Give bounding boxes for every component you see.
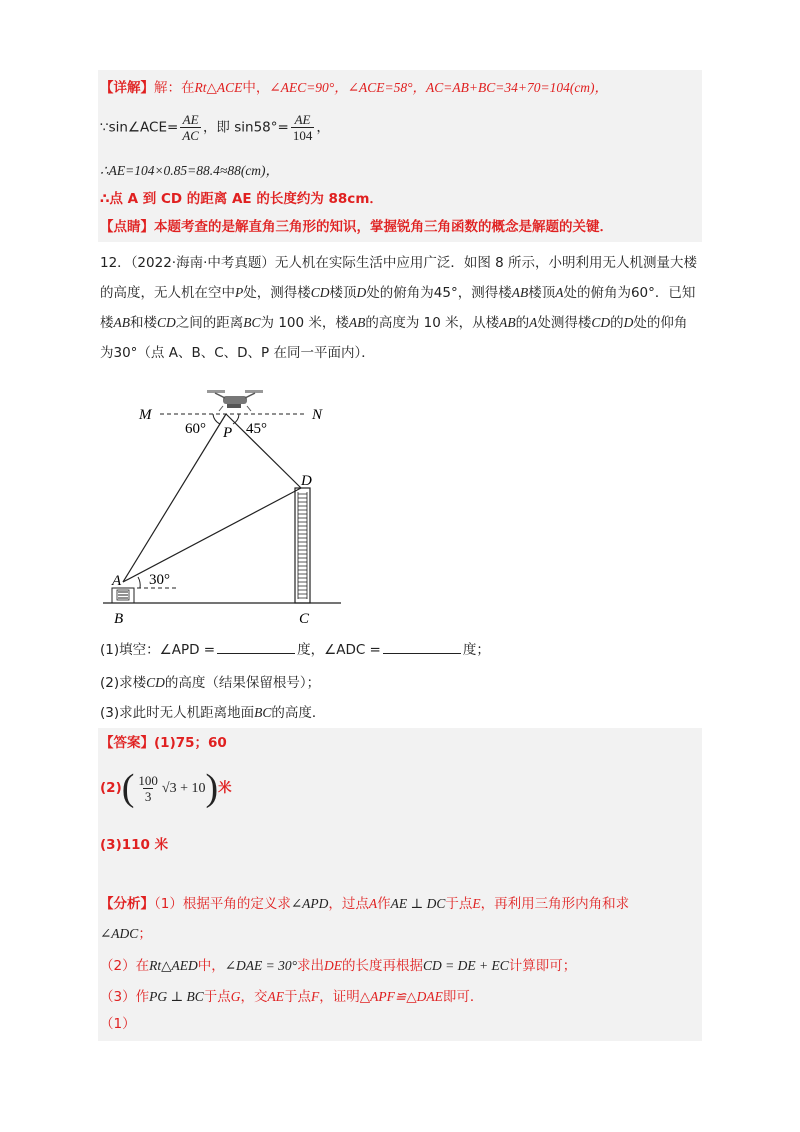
label-c: C — [299, 611, 310, 627]
label-n: N — [312, 407, 323, 423]
label-p: P — [223, 425, 233, 441]
blank-2[interactable] — [383, 641, 461, 654]
analysis-line-3: （2）在Rt△AED中，∠DAE = 30°求出DE的长度再根据CD = DE + EC计算即可； — [100, 958, 577, 974]
answer-line-2: (2)( $\frac{100}{3}$ √3 + 10)米 — [100, 767, 232, 809]
detail-line-3: ∴AE=104×0.85=88.4≈88(cm)， — [100, 163, 280, 178]
detail-line-1: 【详解】解：在Rt△ACE中，∠AEC=90°，∠ACE=58°，AC=AB+BC=34+70=104(cm)， — [100, 80, 609, 96]
fraction-ae-104: $\frac{AE}{104}$ — [292, 112, 313, 143]
analysis-line-4: （3）作PG ⊥ BC于点G，交AE于点F，证明△APF≌△DAE即可． — [100, 989, 484, 1005]
geometry-figure — [95, 378, 355, 633]
blank-1[interactable] — [217, 641, 295, 654]
label-angle-60: 60° — [185, 421, 206, 437]
building-cd — [295, 488, 310, 603]
analysis-line-2: ∠ADC； — [100, 926, 152, 942]
answer-line-1: 【答案】(1)75；60 — [100, 735, 227, 751]
analysis-line-1: 【分析】（1）根据平角的定义求∠APD，过点A作AE ⊥ DC于点E，再利用三角形内角和求 — [100, 896, 630, 912]
subq-3: (3)求此时无人机距离地面BC的高度． — [100, 705, 326, 721]
comment-line: 【点睛】本题考查的是解直角三角形的知识，掌握锐角三角函数的概念是解题的关键． — [100, 219, 613, 235]
label-a: A — [112, 573, 122, 589]
label-d: D — [301, 473, 312, 489]
detail-line-4: ∴点 A 到 CD 的距离 AE 的长度约为 88cm． — [100, 191, 383, 207]
label-angle-30: 30° — [149, 572, 170, 588]
line-ad — [123, 488, 301, 582]
analysis-line-5: （1） — [100, 1016, 136, 1032]
line-pa — [123, 414, 226, 582]
label-m: M — [139, 407, 152, 423]
detail-tag: 【详解】 — [100, 80, 154, 96]
fraction-ae-ac: $\frac{AE}{AC}$ — [182, 112, 199, 143]
drone-icon — [207, 390, 263, 411]
question-text: 12．（2022·海南·中考真题）无人机在实际生活中应用广泛．如图 8 所示，小明利用无人机测量大楼的高度，无人机在空中P处，测得楼CD楼顶D处的俯角为45°，测得楼AB楼顶A处的俯角为60°．已知楼AB和楼CD之间的距离BC为 100 米，楼AB的高度为 10 米，从楼AB的A处测得楼CD的D处的仰角为30°（点 A、B、C、D、P 在同一平面内）． — [100, 255, 698, 361]
detail-line-2: ∵sin∠ACE= $\frac{AE}{AC}$ ，即 sin58°= $\frac{AE}{104}$ ， — [100, 112, 330, 143]
answer-line-3: (3)110 米 — [100, 837, 169, 853]
subq-2: (2)求楼CD的高度（结果保留根号）； — [100, 675, 321, 691]
subq-1: (1)填空：∠APD = 度，∠ADC = 度； — [100, 642, 490, 658]
label-angle-45: 45° — [246, 421, 267, 437]
label-b: B — [114, 611, 124, 627]
